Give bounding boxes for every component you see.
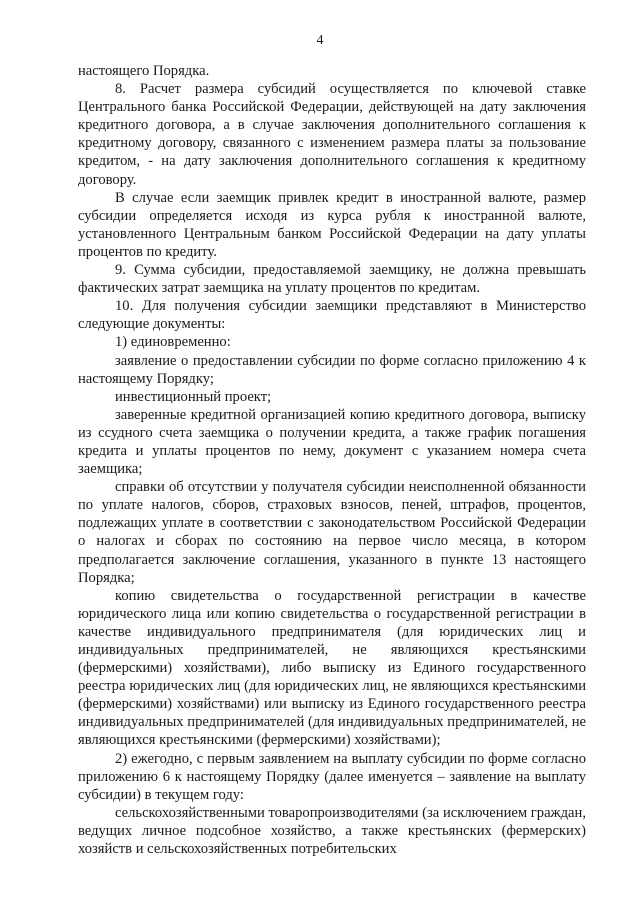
paragraph-investment-project: инвестиционный проект; bbox=[115, 388, 272, 405]
paragraph-agricultural-producers: сельскохозяйственными товаропроизводителями (за исключением граждан, ведущих личное подсобное хозяйство, а также крестьянских (фермерских) хозяйств и сельскохозяйственных потребительских bbox=[78, 804, 586, 858]
paragraph-registration-certificate: копию свидетельства о государственной регистрации в качестве юридического лица или копию свидетельства о государственной регистрации в качестве индивидуального предпринимателя (для юридических лиц и индивидуальных предпринимателей, не являющихся крестьянскими (фермерскими) хозяйствами), либо выписку из Единого государственного реестра юридических лиц (для юридических лиц, не являющихся крестьянскими (фермерскими) хозяйствами) или выписку из Единого государственного реестра индивидуальных предпринимателей (для индивидуальных предпринимателей, не являющихся крестьянскими (фермерскими) хозяйствами); bbox=[78, 587, 586, 749]
paragraph-subitem-2: 2) ежегодно, с первым заявлением на выплату субсидии по форме согласно приложению 6 к настоящему Порядку (далее именуется – заявление на выплату субсидии) в текущем году: bbox=[78, 750, 586, 803]
paragraph-subitem-1: 1) единовременно: bbox=[115, 334, 231, 351]
paragraph-foreign-currency: В случае если заемщик привлек кредит в иностранной валюте, размер субсидии определяется исходя из курса рубля к иностранной валюте, установленного Центральным банком Российской Федерации на дату уплаты процентов по кредиту. bbox=[78, 189, 586, 260]
paragraph-tax-certificates: справки об отсутствии у получателя субсидии неисполненной обязанности по уплате налогов, сборов, страховых взносов, пеней, штрафов, процентов, подлежащих уплате в соответствии с законодательством Российской Федерации о налогах и сборах по состоянию на первое число месяца, в котором предполагается заключение соглашения, указанного в пункте 13 настоящего Порядка; bbox=[78, 479, 586, 586]
paragraph-application: заявление о предоставлении субсидии по форме согласно приложению 4 к настоящему Порядку; bbox=[78, 352, 586, 387]
paragraph-item-8: 8. Расчет размера субсидий осуществляется по ключевой ставке Центрального банка Российской Федерации, действующей на дату заключения кредитного договора, а в случае заключения дополнительного соглашения к кредитному договору, связанного с изменением размера платы за пользование кредитом, - на дату заключения дополнительного соглашения к кредитному договору. bbox=[78, 81, 586, 188]
paragraph-credit-agreement: заверенные кредитной организацией копию кредитного договора, выписку из ссудного счета заемщика о получении кредита, а также график погашения кредита и уплаты процентов по нему, документ с указанием номера счета заемщика; bbox=[78, 406, 586, 478]
page-number: 4 bbox=[316, 33, 324, 48]
paragraph-item-10: 10. Для получения субсидии заемщики представляют в Министерство следующие документы: bbox=[78, 298, 586, 333]
paragraph-item-9: 9. Сумма субсидии, предоставляемой заемщику, не должна превышать фактических затрат заемщика на уплату процентов по кредитам. bbox=[78, 262, 586, 297]
document-body bbox=[78, 62, 586, 858]
paragraph-continuation: настоящего Порядка. bbox=[78, 63, 210, 79]
